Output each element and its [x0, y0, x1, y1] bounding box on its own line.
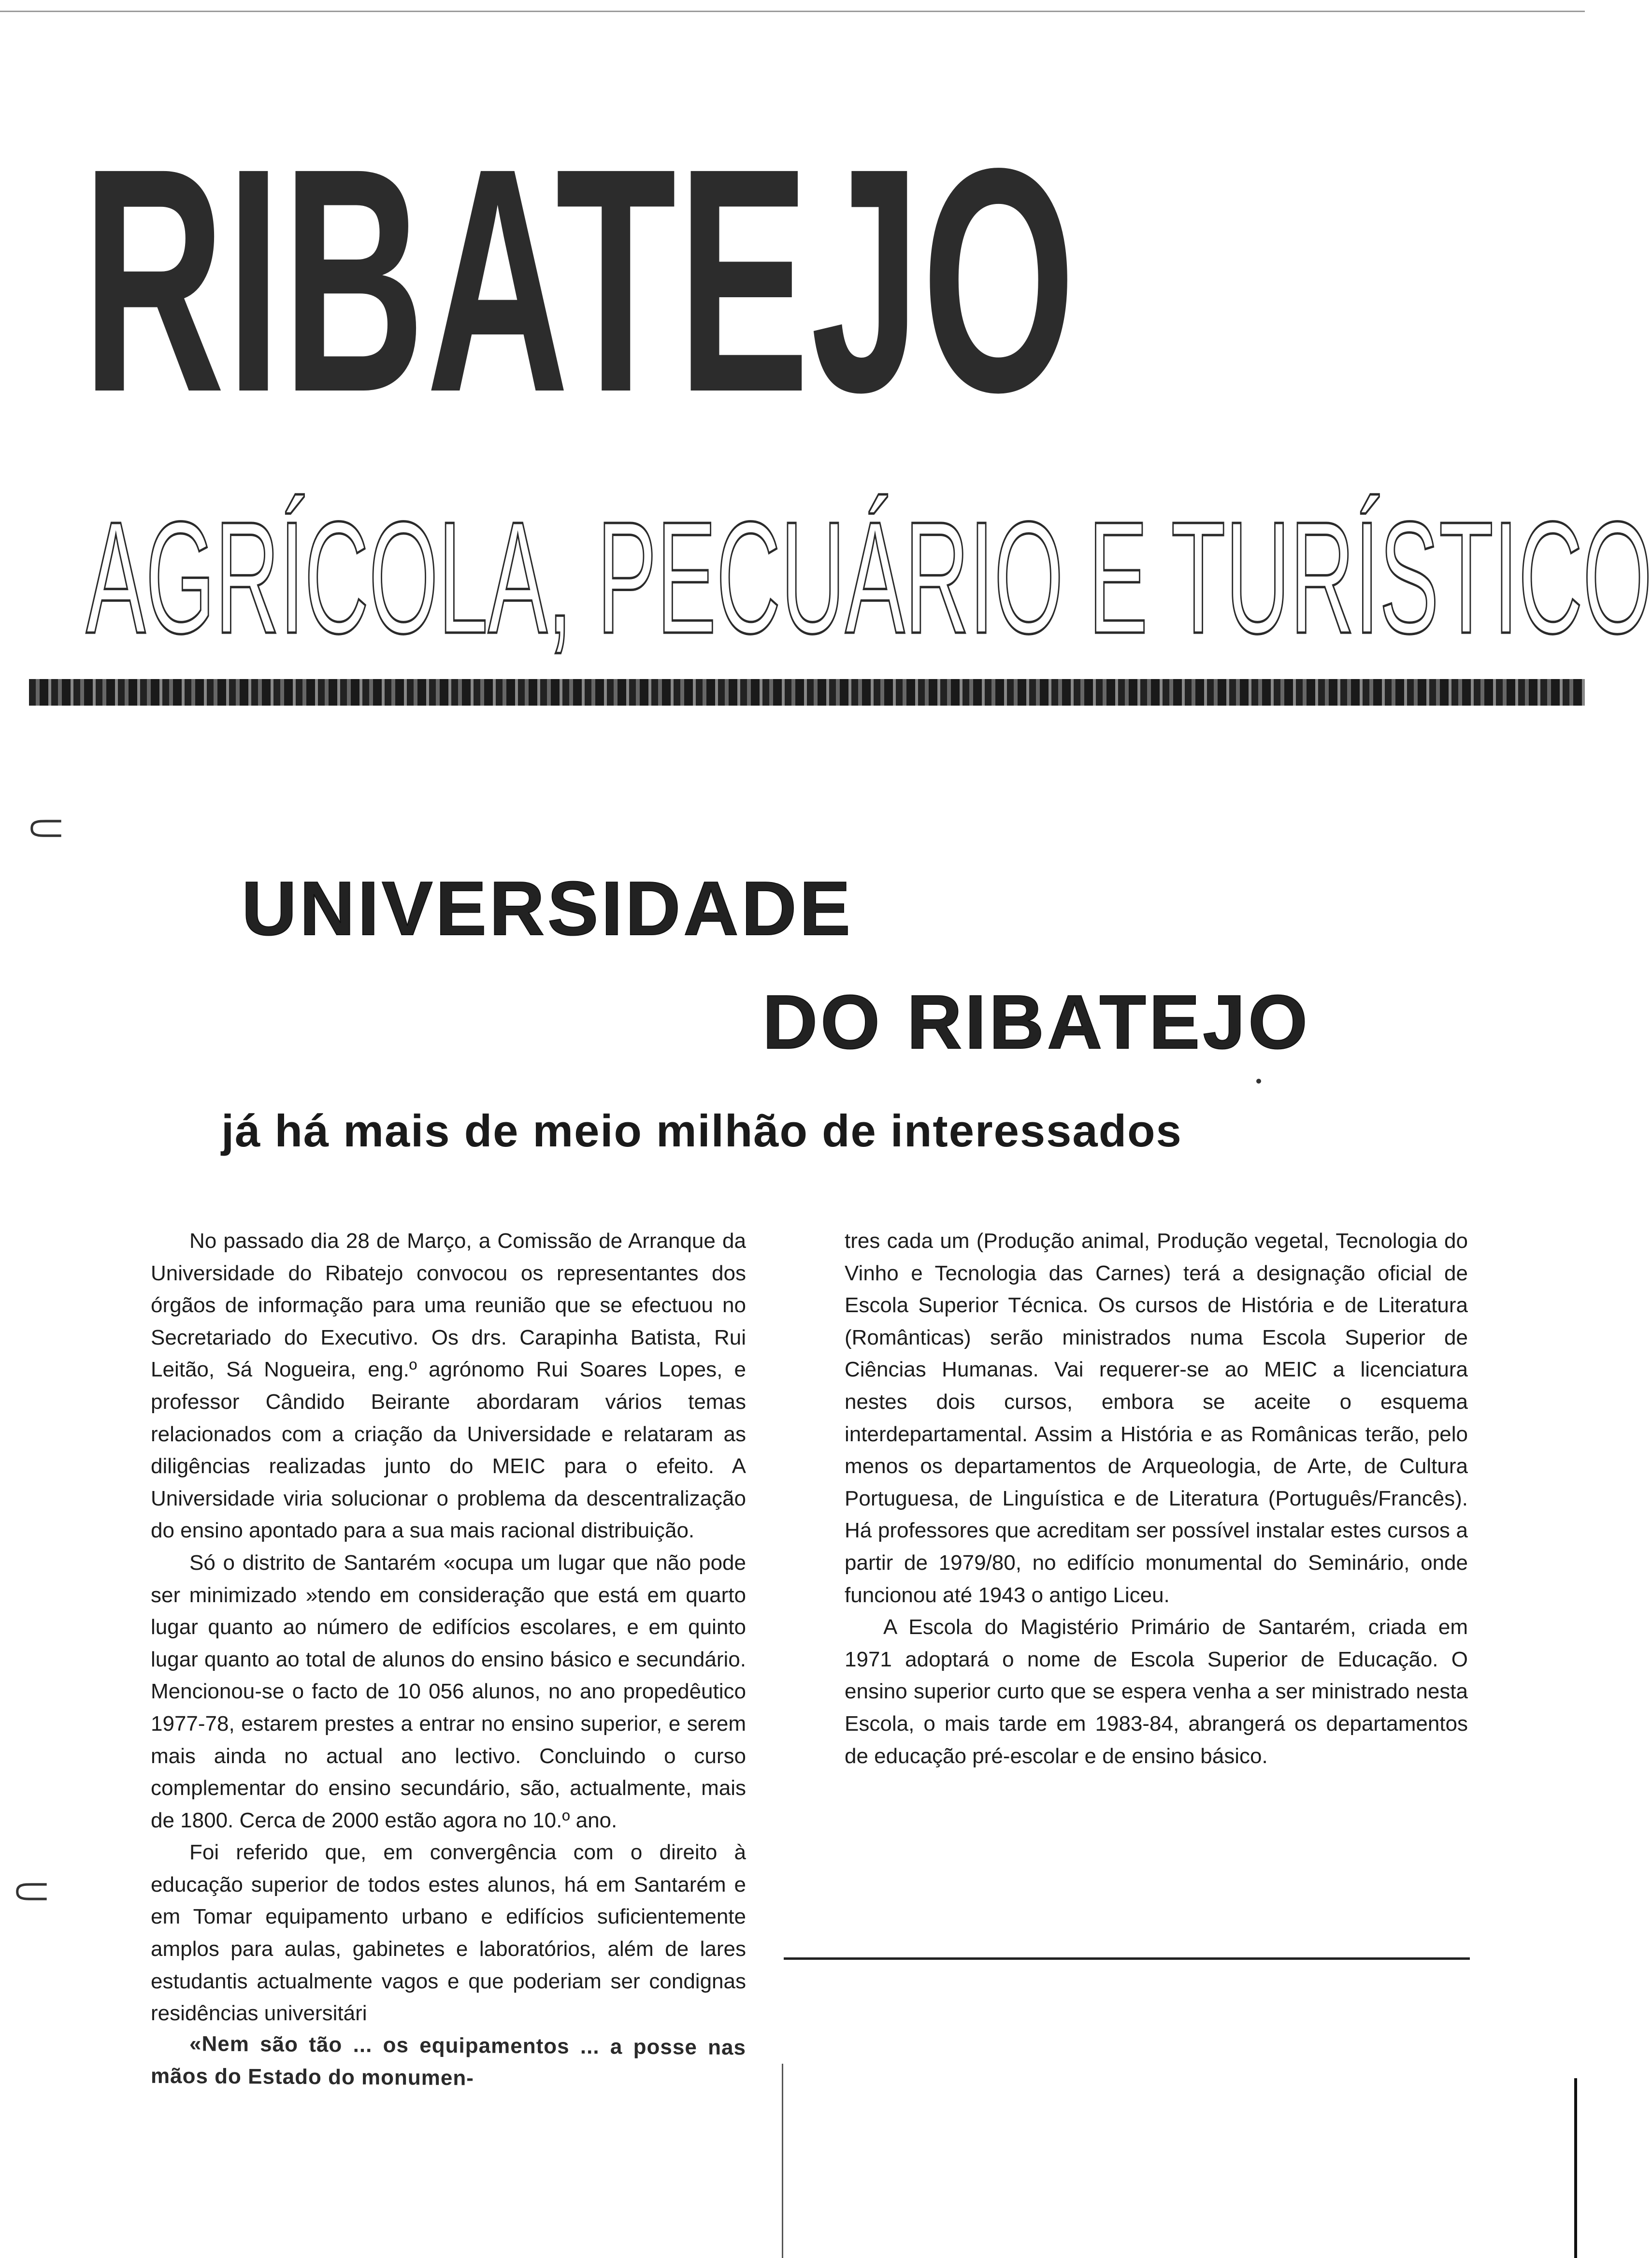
article-column-right — [845, 1225, 1468, 1772]
gutter-line — [782, 2064, 783, 2258]
headline-line-1: UNIVERSIDADE — [242, 866, 853, 951]
margin-mark-icon: ⸦ — [19, 798, 72, 860]
masthead-divider — [29, 679, 1585, 706]
masthead-title: RIBATEJO — [82, 102, 1077, 458]
paragraph: Foi referido que, em convergência com o direito à educação superior de todos estes alunos, há em Santarém e em Tomar equipamento urbano e edifícios suficientemente amplos para aulas, gabinetes e laboratórios, além de lares estudantis actualmente vagos e que poderiam ser condignas residências universitári — [151, 1840, 746, 2026]
top-rule — [0, 11, 1585, 12]
paragraph: A Escola do Magistério Primário de Santarém, criada em 1971 adoptará o nome de Escola Superior de Educação. O ensino superior curto que se espera venha a ser ministrado nesta Escola, o mais tarde em 1983-84, abrangerá os departamentos de educação pré-escolar e de ensino básico. — [845, 1615, 1468, 1768]
paragraph: tres cada um (Produção animal, Produção vegetal, Tecnologia do Vinho e Tecnologia das Carnes) terá a designação oficial de Escola Superior Técnica. Os cursos de História e de Literatura (Românticas) serão ministrados numa Escola Superior de Ciências Humanas. Vai requerer-se ao MEIC a licenciatura nestes dois cursos, embora se aceite o esquema interdepartamental. Assim a História e as Românicas terão, pelo menos os departamentos de Arqueologia, de Arte, de Cultura Portuguesa, de Linguística e de Literatura (Português/Francês). Há professores que acreditam ser possível instalar estes cursos a partir de 1979/80, no edifício monumental do Seminário, onde funcionou até 1943 o antigo Liceu. — [845, 1229, 1468, 1607]
column-end-rule — [784, 1957, 1470, 1960]
edge-line — [1574, 2078, 1577, 2258]
paragraph: Só o distrito de Santarém «ocupa um lugar que não pode ser minimizado »tendo em consideração que está em quarto lugar quanto ao número de edifícios escolares, e em quinto lugar quanto ao total de alunos do ensino básico e secundário. Mencionou-se o facto de 10 056 alunos, no ano propedêutico 1977-78, estarem prestes a entrar no ensino superior, e serem mais ainda no actual ano lectivo. Concluindo o curso complementar do ensino secundário, são, actualmente, mais de 1800. Cerca de 2000 estão agora no 10.º ano. — [151, 1550, 746, 1832]
margin-mark-icon: ⸦ — [5, 1861, 58, 1923]
masthead-subtitle: AGRÍCOLA, PECUÁRIO E TURÍSTICO — [86, 488, 1652, 666]
print-speck — [1256, 1079, 1261, 1084]
paragraph-cut-off: «Nem são tão ... os equipamentos ... a posse nas mãos do Estado do monumen- — [151, 2032, 746, 2090]
headline-line-2: DO RIBATEJO — [762, 980, 1311, 1065]
article-column-left — [151, 1225, 746, 2094]
paragraph: No passado dia 28 de Março, a Comissão de Arranque da Universidade do Ribatejo convocou os representantes dos órgãos de informação para uma reunião que se efectuou no Secretariado do Executivo. Os drs. Carapinha Batista, Rui Leitão, Sá Nogueira, eng.º agrónomo Rui Soares Lopes, e professor Cândido Beirante abordaram vários temas relacionados com a criação da Universidade e relataram as diligências realizadas junto do MEIC para o efeito. A Universidade viria solucionar o problema da descentralização do ensino apontado para a sua mais racional distribuição. — [151, 1229, 746, 1543]
subheadline: já há mais de meio milhão de interessados — [221, 1105, 1182, 1156]
